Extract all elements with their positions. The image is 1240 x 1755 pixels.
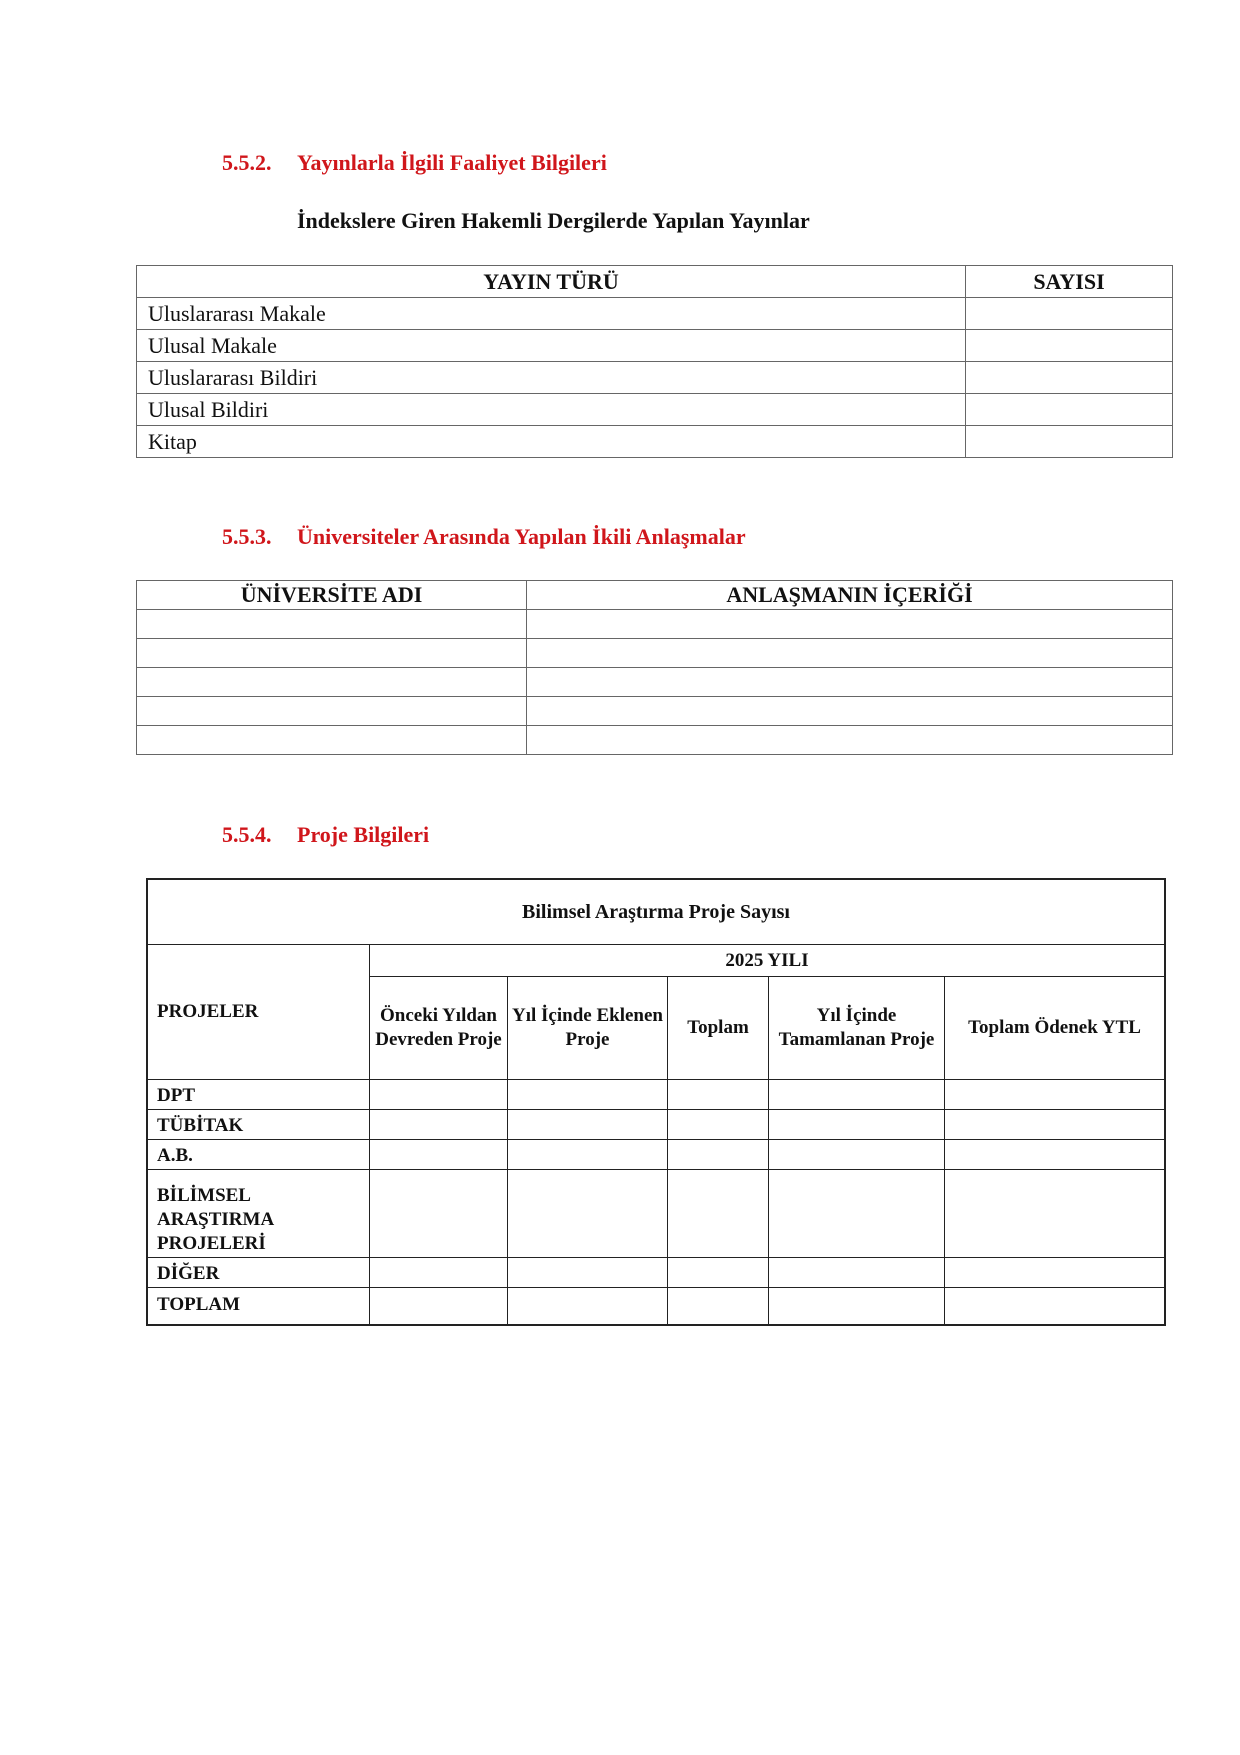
cell[interactable] xyxy=(508,1170,668,1258)
header-agreement-content: ANLAŞMANIN İÇERİĞİ xyxy=(527,581,1173,610)
publications-table xyxy=(136,265,1173,458)
cell[interactable] xyxy=(668,1170,769,1258)
cell[interactable] xyxy=(769,1258,945,1288)
table-row xyxy=(147,1080,1165,1110)
table-row xyxy=(137,639,1173,668)
cell[interactable] xyxy=(370,1170,508,1258)
cell[interactable] xyxy=(508,1080,668,1110)
cell[interactable] xyxy=(137,668,527,697)
count-cell[interactable] xyxy=(966,330,1173,362)
count-cell[interactable] xyxy=(966,426,1173,458)
table-row xyxy=(137,697,1173,726)
row-label: Uluslararası Bildiri xyxy=(137,362,966,394)
header-year: 2025 YILI xyxy=(370,945,1166,977)
cell[interactable] xyxy=(137,610,527,639)
cell[interactable] xyxy=(370,1110,508,1140)
table-row xyxy=(137,426,1173,458)
header-total: Toplam xyxy=(668,977,769,1080)
section-title: Proje Bilgileri xyxy=(297,822,430,847)
count-cell[interactable] xyxy=(966,298,1173,330)
section-number: 5.5.2. xyxy=(222,150,272,175)
cell[interactable] xyxy=(370,1258,508,1288)
table-row xyxy=(147,1110,1165,1140)
table-row xyxy=(137,610,1173,639)
cell[interactable] xyxy=(668,1080,769,1110)
cell[interactable] xyxy=(527,668,1173,697)
header-projects: PROJELER xyxy=(147,945,370,1080)
section-title: Üniversiteler Arasında Yapılan İkili Anlaşmalar xyxy=(297,524,746,549)
agreements-table xyxy=(136,580,1173,755)
table-row xyxy=(137,298,1173,330)
cell[interactable] xyxy=(945,1288,1166,1325)
header-count: SAYISI xyxy=(966,266,1173,298)
row-label: A.B. xyxy=(147,1140,370,1170)
header-carried-over: Önceki Yıldan Devreden Proje xyxy=(370,977,508,1080)
cell[interactable] xyxy=(945,1140,1166,1170)
cell[interactable] xyxy=(137,697,527,726)
projects-table-title: Bilimsel Araştırma Proje Sayısı xyxy=(147,879,1165,945)
cell[interactable] xyxy=(769,1288,945,1325)
cell[interactable] xyxy=(668,1110,769,1140)
cell[interactable] xyxy=(508,1288,668,1325)
cell[interactable] xyxy=(945,1170,1166,1258)
cell[interactable] xyxy=(527,639,1173,668)
cell[interactable] xyxy=(945,1110,1166,1140)
table-row-total xyxy=(147,1288,1165,1325)
header-added: Yıl İçinde Eklenen Proje xyxy=(508,977,668,1080)
row-label: DPT xyxy=(147,1080,370,1110)
cell[interactable] xyxy=(508,1140,668,1170)
row-label: Ulusal Makale xyxy=(137,330,966,362)
cell[interactable] xyxy=(769,1140,945,1170)
table-row xyxy=(137,394,1173,426)
cell[interactable] xyxy=(370,1080,508,1110)
cell[interactable] xyxy=(668,1288,769,1325)
cell[interactable] xyxy=(137,726,527,755)
row-label: Ulusal Bildiri xyxy=(137,394,966,426)
header-budget: Toplam Ödenek YTL xyxy=(945,977,1166,1080)
table-row xyxy=(137,362,1173,394)
row-label: BİLİMSEL ARAŞTIRMA PROJELERİ xyxy=(147,1170,370,1258)
table-row xyxy=(147,1140,1165,1170)
table-row xyxy=(137,726,1173,755)
cell[interactable] xyxy=(527,610,1173,639)
projects-table xyxy=(146,878,1166,1326)
table-row xyxy=(137,330,1173,362)
header-university-name: ÜNİVERSİTE ADI xyxy=(137,581,527,610)
cell[interactable] xyxy=(527,697,1173,726)
cell[interactable] xyxy=(668,1140,769,1170)
section-number: 5.5.3. xyxy=(222,524,272,549)
cell[interactable] xyxy=(370,1288,508,1325)
cell[interactable] xyxy=(769,1170,945,1258)
cell[interactable] xyxy=(508,1258,668,1288)
cell[interactable] xyxy=(945,1258,1166,1288)
count-cell[interactable] xyxy=(966,394,1173,426)
cell[interactable] xyxy=(370,1140,508,1170)
section-heading-554 xyxy=(222,822,429,848)
table-row xyxy=(147,1170,1165,1258)
count-cell[interactable] xyxy=(966,362,1173,394)
header-publication-type: YAYIN TÜRÜ xyxy=(137,266,966,298)
table-row xyxy=(137,668,1173,697)
cell[interactable] xyxy=(668,1258,769,1288)
row-label: TOPLAM xyxy=(147,1288,370,1325)
cell[interactable] xyxy=(945,1080,1166,1110)
subheading-indexed-publications: İndekslere Giren Hakemli Dergilerde Yapılan Yayınlar xyxy=(297,208,810,233)
section-heading-553 xyxy=(222,524,746,550)
cell[interactable] xyxy=(769,1110,945,1140)
header-completed: Yıl İçinde Tamamlanan Proje xyxy=(769,977,945,1080)
cell[interactable] xyxy=(527,726,1173,755)
row-label: Uluslararası Makale xyxy=(137,298,966,330)
table-row xyxy=(147,1258,1165,1288)
cell[interactable] xyxy=(769,1080,945,1110)
row-label: TÜBİTAK xyxy=(147,1110,370,1140)
cell[interactable] xyxy=(508,1110,668,1140)
section-title: Yayınlarla İlgili Faaliyet Bilgileri xyxy=(297,150,607,175)
row-label: Kitap xyxy=(137,426,966,458)
section-heading-552 xyxy=(222,150,607,176)
row-label: DİĞER xyxy=(147,1258,370,1288)
cell[interactable] xyxy=(137,639,527,668)
section-number: 5.5.4. xyxy=(222,822,272,847)
